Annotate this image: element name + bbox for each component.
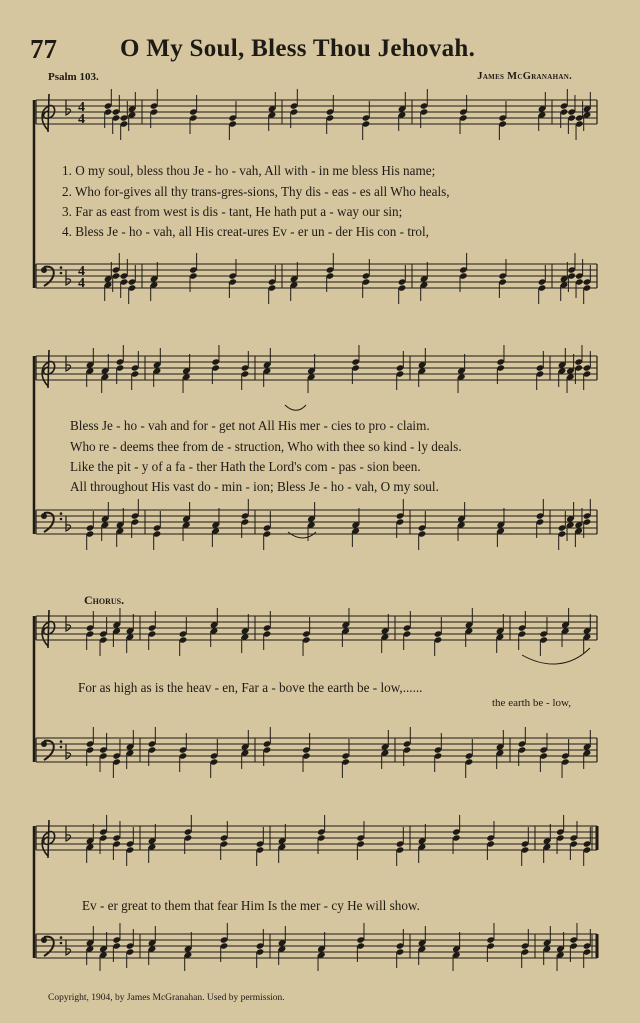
bass-clef-dot (60, 272, 63, 275)
bass-clef-icon (41, 937, 47, 943)
verse-2-line: 2. Who for-gives all thy trans-gres-sions, Thy dis - eas - es all Who heals, (62, 184, 450, 199)
flat-icon (66, 356, 71, 371)
slur (288, 532, 316, 538)
flat-icon (66, 826, 71, 841)
verse-3-line: 3. Far as east from west is dis - tant, He hath put a - way our sin; (62, 204, 403, 219)
verse-4-continuation: All throughout His vast do - min - ion; Bless Je - ho - vah, O my soul. (70, 479, 439, 494)
slur (285, 405, 306, 410)
verse-1-line: 1. O my soul, bless thou Je - ho - vah, All with - in me bless His name; (62, 163, 436, 178)
bass-clef-dot (60, 740, 63, 743)
flat-icon (66, 270, 71, 285)
verse-3-continuation: Like the pit - y of a fa - ther Hath the Lord's com - pas - sion been. (70, 459, 421, 474)
slur (522, 648, 590, 664)
chorus-lyric-line-2: Ev - er great to them that fear Him Is the mer - cy He will show. (82, 898, 420, 913)
time-signature: 4 (78, 276, 85, 291)
verse-4-line: 4. Bless Je - ho - vah, all His creat-ures Ev - er un - der His con - trol, (62, 224, 429, 239)
bass-clef-dot (60, 266, 63, 269)
bass-clef-dot (60, 746, 63, 749)
bass-clef-icon (41, 513, 47, 519)
verse-2-continuation: Who re - deems thee from de - struction, Who with thee so kind - ly deals. (70, 439, 462, 454)
bass-clef-dot (60, 518, 63, 521)
time-signature: 4 (78, 112, 85, 127)
bass-clef-dot (60, 942, 63, 945)
flat-icon (66, 616, 71, 631)
verse-1-continuation: Bless Je - ho - vah and for - get not All His mer - cies to pro - claim. (70, 418, 430, 433)
bass-clef-dot (60, 512, 63, 515)
chorus-lyric-line-1: For as high as is the heav - en, Far a - bove the earth be - low,...... (78, 680, 423, 695)
composer-name: James McGranahan. (477, 71, 572, 82)
time-signature: 4 (78, 100, 85, 115)
flat-icon (66, 516, 71, 531)
bass-clef-icon (41, 741, 47, 747)
flat-icon (66, 744, 71, 759)
scripture-reference: Psalm 103. (48, 71, 99, 83)
flat-icon (66, 940, 71, 955)
bass-clef-icon (41, 267, 47, 273)
chorus-label: Chorus. (84, 593, 125, 607)
copyright-notice: Copyright, 1904, by James McGranahan. Used by permission. (48, 993, 285, 1003)
chorus-echo-lyric: the earth be - low, (492, 697, 572, 709)
bass-clef-dot (60, 936, 63, 939)
flat-icon (66, 100, 71, 115)
hymn-number: 77 (30, 34, 57, 64)
time-signature: 4 (78, 264, 85, 279)
hymn-title: O My Soul, Bless Thou Jehovah. (120, 35, 476, 62)
